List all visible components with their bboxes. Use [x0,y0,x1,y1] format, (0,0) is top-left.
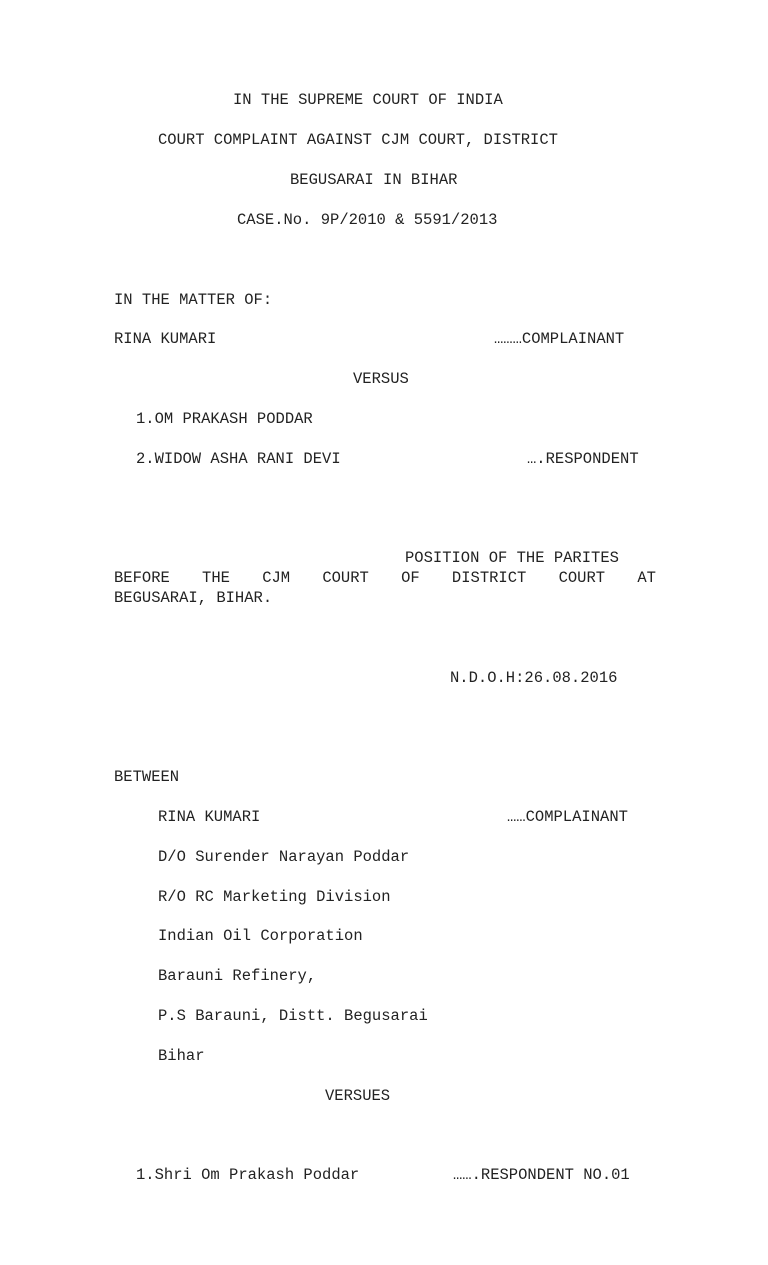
matter-complainant-role: ………COMPLAINANT [494,330,625,348]
address-line: D/O Surender Narayan Poddar [158,848,410,866]
address-line: R/O RC Marketing Division [158,888,391,906]
position-location: BEGUSARAI, BIHAR. [114,589,273,607]
matter-versus: VERSUS [353,370,409,388]
position-word: CJM [262,569,291,587]
matter-respondent-2: 2.WIDOW ASHA RANI DEVI [136,450,341,468]
position-word: BEFORE [114,569,170,587]
matter-respondent-role: ….RESPONDENT [527,450,639,468]
position-heading: POSITION OF THE PARITES [405,549,619,567]
court-title: IN THE SUPREME COURT OF INDIA [233,91,503,109]
between-complainant-role: ……COMPLAINANT [507,808,628,826]
position-word: DISTRICT [451,569,527,587]
district-title: BEGUSARAI IN BIHAR [290,171,458,189]
between-heading: BETWEEN [114,768,180,786]
between-respondent-1-role: …….RESPONDENT NO.01 [453,1166,630,1184]
between-complainant-name: RINA KUMARI [158,808,261,826]
address-line: P.S Barauni, Distt. Begusarai [158,1007,428,1025]
address-line: Barauni Refinery, [158,967,317,985]
complaint-title: COURT COMPLAINT AGAINST CJM COURT, DISTRICT [158,131,558,149]
between-versus: VERSUES [325,1087,391,1105]
address-line: Bihar [158,1047,205,1065]
position-word: AT [637,569,656,587]
between-respondent-1-name: 1.Shri Om Prakash Poddar [136,1166,360,1184]
position-line-2 [114,568,656,588]
position-word: COURT [322,569,369,587]
position-word: OF [401,569,420,587]
address-line: Indian Oil Corporation [158,927,363,945]
next-date-of-hearing: N.D.O.H:26.08.2016 [450,669,618,687]
matter-complainant-name: RINA KUMARI [114,330,217,348]
position-word: THE [202,569,230,587]
matter-heading: IN THE MATTER OF: [114,291,273,309]
case-number: CASE.No. 9P/2010 & 5591/2013 [237,211,498,229]
matter-respondent-1: 1.OM PRAKASH PODDAR [136,410,313,428]
position-word: COURT [558,569,606,587]
